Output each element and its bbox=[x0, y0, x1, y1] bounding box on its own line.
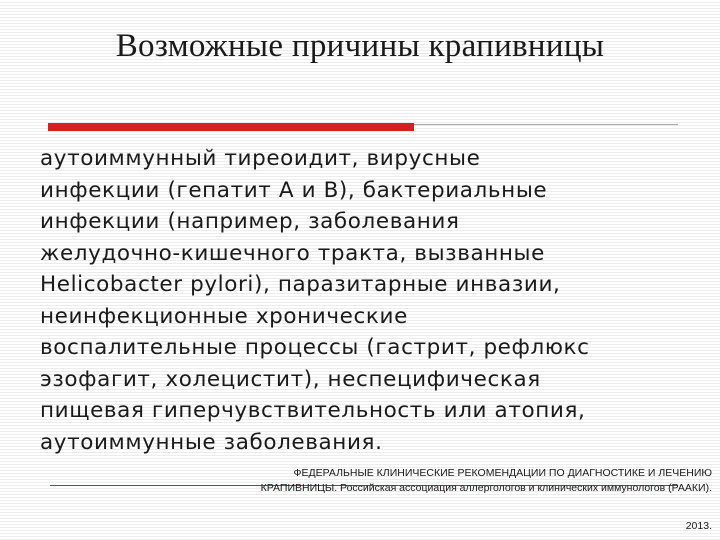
title-divider-red bbox=[48, 123, 414, 131]
citation-year: 2013. bbox=[685, 520, 712, 532]
slide-title: Возможные причины крапивницы bbox=[115, 28, 605, 64]
citation-text: ФЕДЕРАЛЬНЫЕ КЛИНИЧЕСКИЕ РЕКОМЕНДАЦИИ ПО ДИАГНОСТИКЕ И ЛЕЧЕНИЮ КРАПИВНИЦЫ. Российская ассоциация аллергологов и клинических иммунологов (РААКИ). bbox=[260, 467, 712, 494]
body-text: аутоиммунный тиреоидит, вирусные инфекции (гепатит А и В), бактериальные инфекции (например, заболевания желудочно-кишечного тракта, вызванные Helicobacter pylori), паразитарные инвазии, неинфекционные хронические воспалительные процессы (гастрит, рефлюкс эзофагит, холецистит), неспецифическая пищевая гиперчувствительность или атопия, аутоиммунные заболевания. bbox=[40, 146, 590, 455]
